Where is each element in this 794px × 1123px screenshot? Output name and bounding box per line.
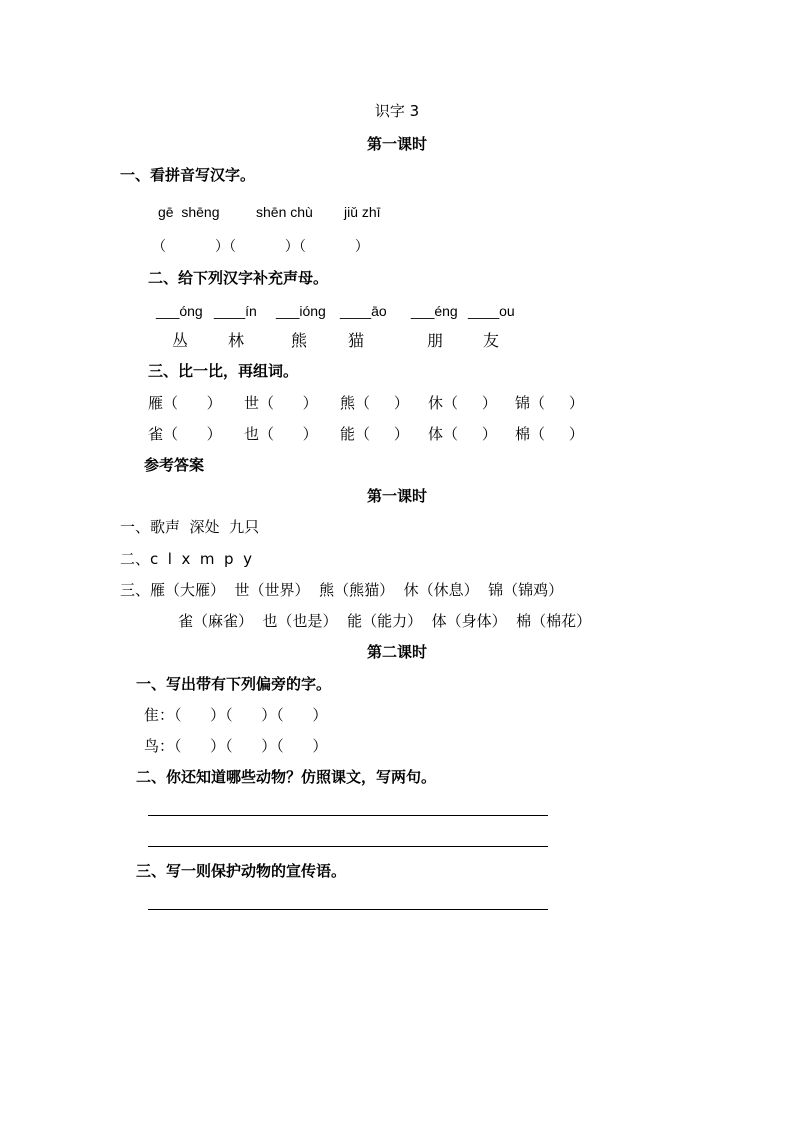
answer-line <box>148 815 548 816</box>
compare-cell: 雁（ ） <box>148 394 222 412</box>
blank-6: ____ou <box>468 303 515 319</box>
blank-5: ___éng <box>411 303 458 319</box>
blank-2: ____ín <box>214 303 257 319</box>
answer-line <box>148 909 548 910</box>
char-2: 林 <box>228 331 245 350</box>
char-6: 友 <box>483 331 500 350</box>
blank-3: ___ióng <box>276 303 326 319</box>
pinyin-1: gē shēng <box>158 204 220 220</box>
l2-q1-title: 一、写出带有下列偏旁的字。 <box>136 675 332 693</box>
answer-line <box>148 846 548 847</box>
compare-cell: 体（ ） <box>428 425 497 443</box>
compare-cell: 锦（ ） <box>515 394 584 412</box>
compare-cell: 雀（ ） <box>148 425 222 443</box>
char-3: 熊 <box>291 331 308 350</box>
char-5: 朋 <box>427 331 444 350</box>
radical-row: 鸟：（ ）（ ）（ ） <box>144 737 328 755</box>
blank-1: ___óng <box>156 303 203 319</box>
compare-cell: 休（ ） <box>428 394 497 412</box>
compare-cell: 棉（ ） <box>515 425 584 443</box>
l1-q1-title: 一、看拼音写汉字。 <box>120 166 256 184</box>
pinyin-3: jiǔ zhī <box>344 204 381 220</box>
l1-q1-brackets: （ ）（ ）（ ） <box>152 239 369 255</box>
compare-cell: 世（ ） <box>244 394 318 412</box>
compare-cell: 能（ ） <box>340 425 409 443</box>
compare-cell: 也（ ） <box>244 425 318 443</box>
l1-q3-title: 三、比一比，再组词。 <box>148 362 299 380</box>
l2-q3-title: 三、写一则保护动物的宣传语。 <box>136 862 347 880</box>
char-4: 猫 <box>348 331 365 350</box>
radical-row: 隹：（ ）（ ）（ ） <box>144 706 328 724</box>
answer-1: 一、歌声 深处 九只 <box>120 518 260 536</box>
answer-3-row2: 雀（麻雀） 也（也是） 能（能力） 体（身体） 棉（棉花） <box>178 612 592 630</box>
answers-lesson-heading: 第一课时 <box>366 487 427 505</box>
lesson2-heading: 第二课时 <box>366 643 427 661</box>
answers-heading: 参考答案 <box>144 456 205 474</box>
blank-4: ____āo <box>340 303 387 319</box>
l1-q2-title: 二、给下列汉字补充声母。 <box>148 269 329 287</box>
char-1: 丛 <box>172 331 189 350</box>
pinyin-2: shēn chù <box>256 204 313 220</box>
answer-2: 二、c l x m p y <box>120 550 252 568</box>
compare-cell: 熊（ ） <box>340 394 409 412</box>
page-title: 识字 3 <box>374 102 420 120</box>
l2-q2-title: 二、你还知道哪些动物？仿照课文，写两句。 <box>136 768 437 786</box>
answer-3-row1: 三、雁（大雁） 世（世界） 熊（熊猫） 休（休息） 锦（锦鸡） <box>120 581 564 599</box>
lesson1-heading: 第一课时 <box>366 135 427 153</box>
